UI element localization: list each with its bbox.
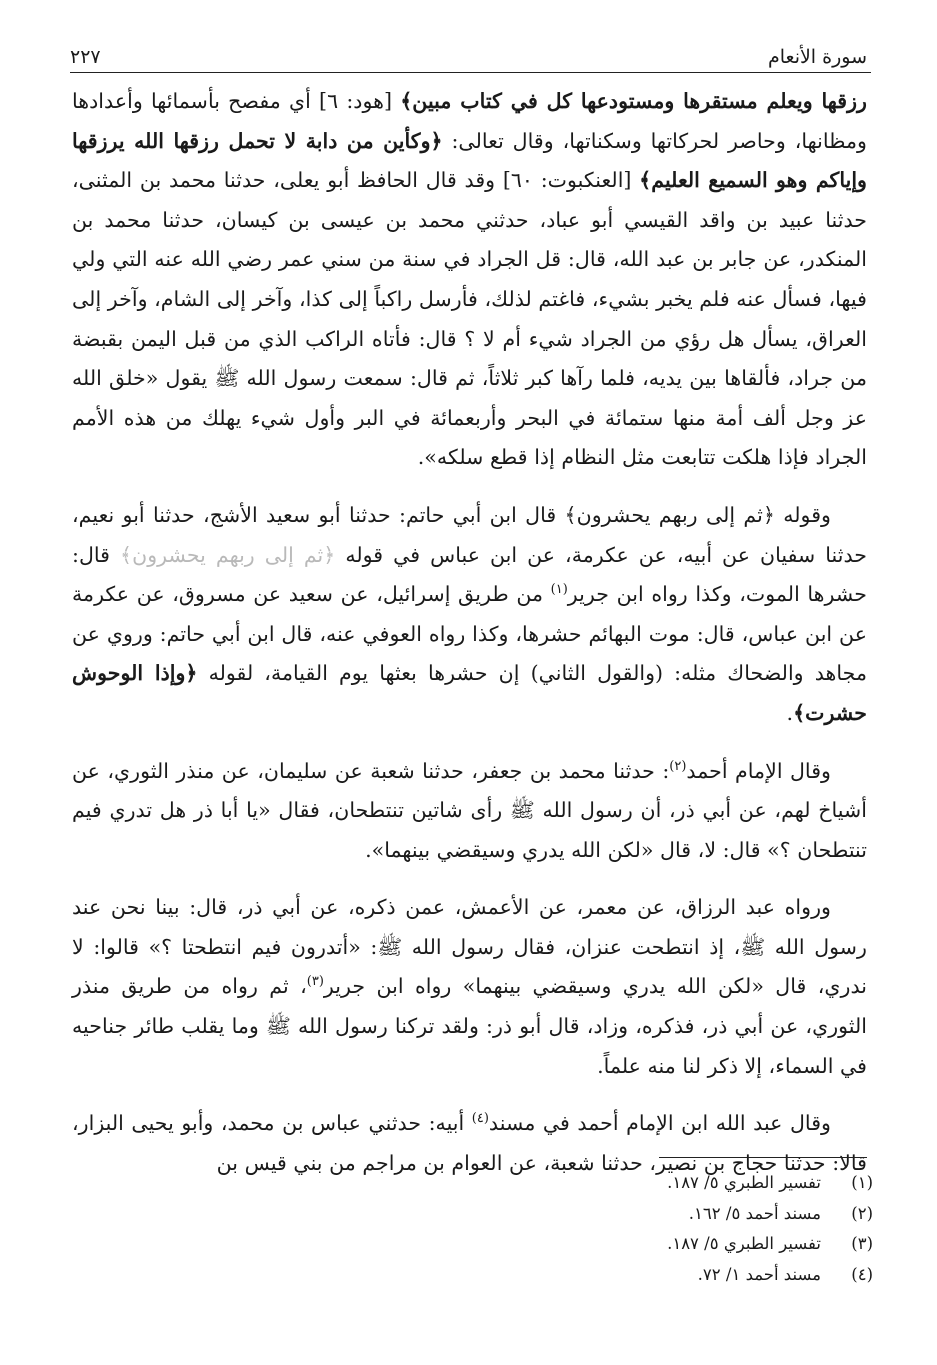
footnote-reference: (٣) (306, 974, 324, 990)
footnote-item (667, 1199, 873, 1230)
footnote-number: (١) (851, 1173, 873, 1192)
faded-quote: ﴿ثم إلى ربهم يحشرون﴾ (120, 542, 336, 567)
footnote-rule (659, 1157, 867, 1158)
footnote-text: تفسير الطبري ٥/ ١٨٧. (667, 1173, 821, 1192)
footnotes (667, 1168, 873, 1290)
footnote-number: (٢) (851, 1203, 873, 1223)
paragraph-3 (72, 752, 867, 871)
text-segment: وقال عبد الله ابن الإمام أحمد في مسند (488, 1111, 831, 1136)
text-segment: : حدثنا محمد بن جعفر، حدثنا شعبة عن سليمان، عن منذر الثوري، عن أشياخ لهم، عن أبي ذر، أن رسول الله ﷺ رأى شاتين تنتطحان، فقال «يا أبا ذر هل تدري فيم تنتطحان ؟» قال: لا، قال «لكن الله يدري وسيقضي بينهما». (72, 758, 867, 862)
text-segment: قال: حشرها الموت، وكذا رواه ابن جرير (72, 542, 867, 607)
footnote-reference: (٢) (669, 758, 687, 774)
footnote-reference: (١) (550, 582, 568, 598)
text-segment: [هود: ٦] أي مفصح بأسمائها وأعدادها ومظانها، وحاصر لحركاتها وسكناتها، وقال تعالى: (72, 89, 867, 153)
footnote-text: مسند أحمد ١/ ٧٢. (697, 1264, 821, 1284)
footnote-reference: (٤) (471, 1111, 489, 1127)
footnote-text: تفسير الطبري ٥/ ١٨٧. (667, 1234, 821, 1253)
surah-title: سورة الأنعام (767, 46, 867, 68)
paragraph-2 (72, 496, 867, 734)
footnote-text: مسند أحمد ٥/ ١٦٢. (688, 1203, 821, 1223)
footnote-item (667, 1260, 873, 1291)
paragraph-1 (72, 82, 867, 478)
footnote-number: (٤) (851, 1264, 873, 1284)
text-segment: أبيه: حدثني عباس بن محمد، وأبو يحيى البزار، قالا: حدثنا حجاج بن نصير، حدثنا شعبة، عن العوام بن مراجم من بني قيس بن (72, 1111, 867, 1175)
quran-quote: ﴿وكأين من دابة لا تحمل رزقها الله يرزقها وإياكم وهو السميع العليم﴾ (72, 128, 868, 193)
text-segment: ، ثم رواه من طريق منذر الثوري، عن أبي ذر، فذكره، وزاد، قال أبو ذر: ولقد تركنا رسول الله ﷺ وما يقلب طائر جناحيه في السماء، إلا ذكر لنا منه علماً. (72, 974, 867, 1078)
footnote-item (667, 1229, 873, 1260)
quran-quote: رزقها ويعلم مستقرها ومستودعها كل في كتاب مبين﴾ (400, 89, 867, 113)
quran-quote: ﴿وإذا الوحوش حشرت﴾ (72, 661, 867, 725)
text-segment: وقال الإمام أحمد (686, 758, 831, 783)
text-segment: ورواه عبد الرزاق، عن معمر، عن الأعمش، عمن ذكره، عن أبي ذر، قال: بينا نحن عند رسول الله ﷺ، إذ انتطحت عنزان، فقال رسول الله ﷺ: «أتدرون فيم انتطحتا ؟» قالوا: لا ندري، قال «لكن الله يدري وسيقضي بينهما» رواه ابن جرير (72, 895, 868, 999)
footnote-item (667, 1168, 873, 1199)
main-text (72, 82, 867, 1201)
header-rule (70, 72, 871, 73)
text-segment: [العنكبوت: ٦٠] وقد قال الحافظ أبو يعلى، حدثنا محمد بن المثنى، حدثنا عبيد بن واقد القيسي أبو عباد، حدثني محمد بن عيسى بن كيسان، حدثنا محمد بن المنكدر، عن جابر بن عبد الله، قال: قل الجراد في سنة من سني عمر رضي الله عنه التي ولي فيها، فسأل عنه فلم يخبر بشيء، فاغتم لذلك، فأرسل راكباً إلى كذا، وآخر إلى الشام، وآخر إلى العراق، يسأل هل رؤي من الجراد شيء أم لا ؟ قال: فأتاه الراكب الذي من قبل اليمن بقبضة من جراد، فألقاها بين يديه، فلما رآها كبر ثلاثاً، ثم قال: سمعت رسول الله ﷺ يقول «خلق الله عز وجل ألف أمة منها ستمائة في البحر وأربعمائة في البر وأول شيء يهلك من هذه الأمم الجراد فإذا هلكت تتابعت مثل النظام إذا قطع سلكه». (72, 168, 867, 470)
paragraph-4 (72, 888, 867, 1086)
footnote-number: (٣) (851, 1234, 873, 1253)
page-number: ٢٢٧ (70, 46, 101, 68)
running-header (70, 38, 867, 68)
text-segment: وقوله ﴿ثم إلى ربهم يحشرون﴾ قال ابن أبي حاتم: حدثنا أبو سعيد الأشج، حدثنا أبو نعيم، حدثنا سفيان عن أبيه، عن عكرمة، عن ابن عباس في قوله (72, 502, 867, 567)
text-segment: من طريق إسرائيل، عن سعيد عن مسروق، عن عكرمة عن ابن عباس، قال: موت البهائم حشرها، وكذا رواه العوفي عنه، قال ابن أبي حاتم: وروي عن مجاهد والضحاك مثله: (والقول الثاني) إن حشرها بعثها يوم القيامة، لقوله (72, 582, 867, 686)
text-segment: . (786, 700, 794, 725)
